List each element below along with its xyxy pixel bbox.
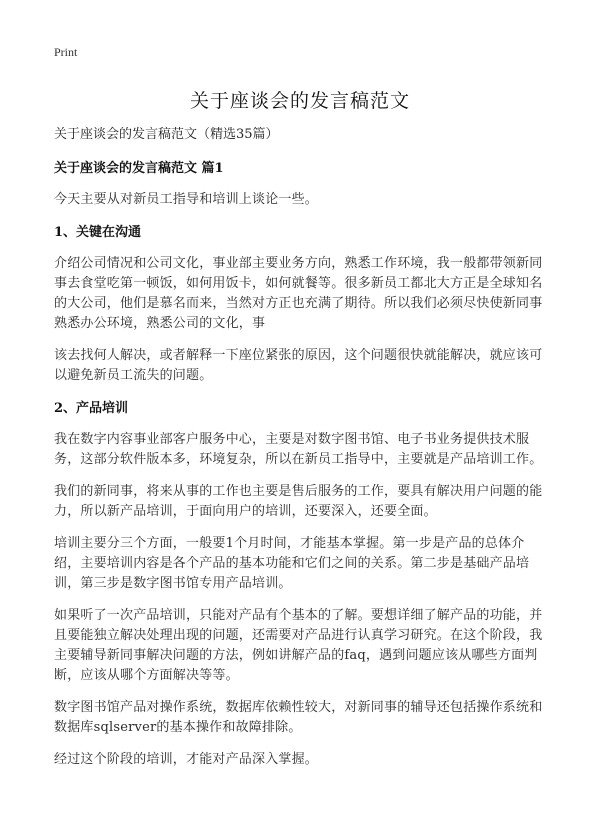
document-title: 关于座谈会的发言稿范文: [189, 90, 410, 112]
intro-paragraph: 今天主要从对新员工指导和培训上谈论一些。: [54, 192, 319, 207]
paragraph-8: 经过这个阶段的培训，才能对产品深入掌握。: [54, 752, 319, 767]
document-subtitle: 关于座谈会的发言稿范文（精选35篇）: [54, 127, 279, 142]
heading-product-training: 2、产品培训: [54, 401, 129, 416]
section-title: 关于座谈会的发言稿范文 篇1: [54, 161, 224, 176]
paragraph-6: 如果听了一次产品培训，只能对产品有个基本的了解。要想详细了解产品的功能，并且要能独立解决处理出现的问题，还需要对产品进行认真学习研究。在这个阶段，我主要辅导新同事解决问题的方法，例如讲解产品的faq，遇到问题应该从哪些方面判断，应该从哪个方面解决等等。: [54, 608, 543, 683]
paragraph-7: 数字图书馆产品对操作系统，数据库依赖性较大，对新同事的辅导还包括操作系统和数据库sqlserver的基本操作和故障排除。: [54, 700, 543, 735]
paragraph-4: 我们的新同事，将来从事的工作也主要是售后服务的工作，要具有解决用户问题的能力，所以新产品培训，于面向用户的培训，还要深入，还要全面。: [54, 484, 543, 519]
paragraph-5: 培训主要分三个方面，一般要1个月时间，才能基本掌握。第一步是产品的总体介绍，主要培训内容是各个产品的基本功能和它们之间的关系。第二步是基础产品培训，第三步是数字图书馆专用产品培训。: [54, 536, 530, 591]
print-label: Print: [54, 45, 78, 59]
paragraph-1: 介绍公司情况和公司文化，事业部主要业务方向，熟悉工作环境，我一般都带领新同事去食堂吃第一顿饭，如何用饭卡，如何就餐等。很多新员工都北大方正是全球知名的大公司，他们是慕名而来，当然对方正也充满了期待。所以我们必须尽快使新同事熟悉办公环境，熟悉公司的文化，事: [54, 256, 543, 331]
heading-communication: 1、关键在沟通: [54, 225, 142, 240]
paragraph-2: 该去找何人解决，或者解释一下座位紧张的原因，这个问题很快就能解决，就应该可以避免新员工流失的问题。: [54, 348, 543, 383]
paragraph-3: 我在数字内容事业部客户服务中心，主要是对数字图书馆、电子书业务提供技术服务，这部分软件版本多，环境复杂，所以在新员工指导中，主要就是产品培训工作。: [54, 432, 543, 467]
